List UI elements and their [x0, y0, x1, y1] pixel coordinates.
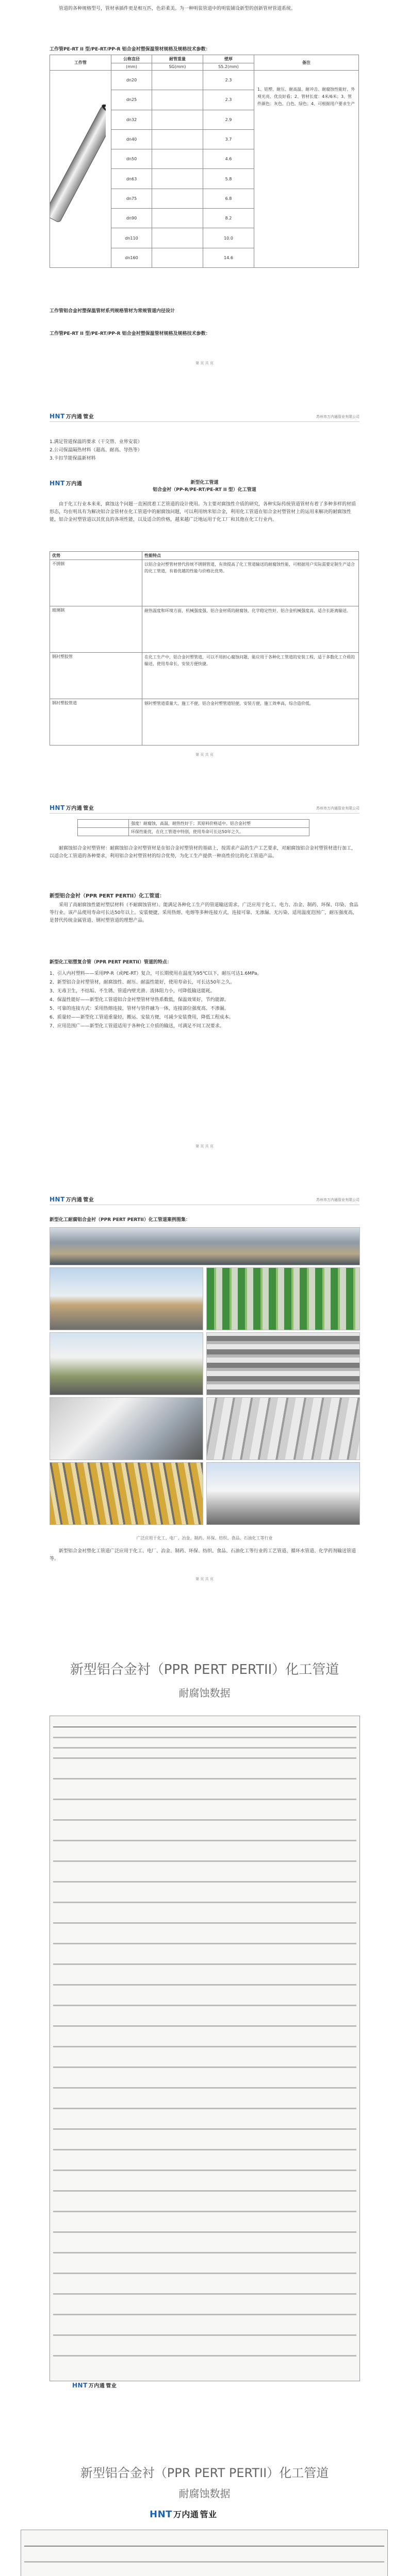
company-logo: HNT 万内通 管业: [50, 413, 94, 420]
section-title-2-text: 新型铝合金衬（PPR PERT PERTII）化工管道：: [50, 893, 165, 899]
dn-cell: dn160: [111, 248, 152, 267]
photo-plant-site: [50, 1332, 203, 1395]
table-row-value: 强度！耐腐蚀，高温，耐热性好于；其原料价格适中。铝合金衬塑: [129, 820, 309, 828]
sub-sg: SG(mm): [152, 63, 203, 71]
scan-logo: HNT 万内通 管业: [72, 2382, 117, 2389]
product-logo: HNT 万内通: [50, 480, 83, 487]
page-number: 第 页 共 页: [195, 1577, 214, 1581]
weight-cell: [152, 169, 203, 189]
sg-cell: 2.3: [203, 90, 254, 110]
dn-cell: dn90: [111, 209, 152, 228]
page-6: [0, 2452, 409, 2576]
spec-title: [50, 45, 359, 52]
sg-cell: 2.9: [203, 110, 254, 129]
gallery-title: [50, 1216, 359, 1223]
page-3: [0, 804, 409, 1154]
list-item: 5、可靠的连接方式：采用热熔连接，管材与管件融为一体，连接部位强度高、不渗漏。: [50, 1006, 229, 1011]
spec-footer-text: 工作管铝合金衬塑保温管材系列规格管材为常规管道内径设计: [50, 309, 175, 314]
corrosion-data-title: [0, 1659, 409, 1678]
list-item: 1、引入内衬塑料——采用PP-R（或PE-RT）复合，可长期使用在温度为95℃以下，耐压可达1.6MPa。: [50, 971, 262, 976]
corrosion-data-title-line1: 新型铝合金衬（PPR PERT PERTII）化工管道: [70, 1662, 339, 1677]
product-intro-text: 由于化工行业本来来，腐蚀这个问题一直困扰着工艺管道的设计使用。为主要对腐蚀性介质的研究，各种实际传统管道管材有着了多种多样的材质形态，均在明具有为解决铝合金管材在化工管道中的耐腐蚀问题，可以利用纳米铝合金，利用化工管道在铝合金衬塑管材上的运用来解决的耐腐蚀性能，铝合金衬塑管道以其优良的各项性能，以及适合的价格，越来越广泛地运用于化工厂和其他在化工行业内。: [50, 502, 356, 522]
corrosion-data-title-line2: 耐腐蚀数据: [178, 1687, 231, 1699]
th-compare: 优势: [50, 552, 142, 560]
page-5: [0, 1628, 409, 2411]
weight-cell: [152, 149, 203, 169]
table-row-value: 以铝合金衬塑管材替代传统不锈钢管道，有效提高了化工管道输送的耐腐蚀性能，可根据用户实际需要定制生产适合的化工管道，有着优越的性能与价格比优势。: [142, 560, 359, 606]
gallery-paragraph-text: 新型铝合金衬塑化工管道广泛应用于化工、电厂、冶金、制药、环保、纺织、食品、石油化工等行业的工艺管道、循环水管道、化学药剂输送管道等。: [50, 1549, 356, 1562]
weight-cell: [152, 189, 203, 208]
weight-cell: [152, 90, 203, 110]
spec-title-repeat: [50, 330, 359, 336]
list-item: 2.公司保温隔热材料（超高、耐高、导热等）: [50, 448, 142, 453]
gallery-caption: [50, 1535, 359, 1541]
corrosion-data-title-2-line1: 新型铝合金衬（PPR PERT PERTII）化工管道: [80, 2466, 329, 2480]
page-header: [50, 804, 359, 814]
spec-footer: [50, 307, 359, 314]
dn-cell: dn110: [111, 228, 152, 248]
corrosion-data-title-2: [0, 2463, 409, 2481]
comparison-table-wrap: [50, 551, 359, 745]
th-weight: 耐管重量: [152, 55, 203, 63]
corrosion-data-scan-2: [21, 2530, 388, 2576]
table-row-value: 环保性能优，在化工管道中特别，使用寿命可长达50年之久。: [129, 828, 309, 836]
page-2: [0, 412, 409, 762]
continued-table-wrap: [77, 819, 309, 836]
page-header: [50, 1195, 359, 1205]
requirement-list: [50, 438, 359, 463]
section-2-text: 采用了高耐腐蚀性能衬塑层材料（不耐腐蚀管材）。能满足各种化工生产的管道输送需求。广泛应用于化工、电力、冶金、制药、环保、印染、食品等行业。该产品使用寿命可长达50年以上。安装便捷，采用热熔、电熔等多种连接方式，连接可靠、无渗漏、无污染、适用温度范围广，耐压强度高，是替代传统金属管道、钢衬塑管道的理想产品。: [50, 903, 358, 923]
dn-cell: dn32: [111, 110, 152, 129]
dn-cell: dn63: [111, 169, 152, 189]
section-2-body: [50, 902, 359, 925]
photo-pipe-rack: [50, 1227, 360, 1265]
section-title-3: [50, 958, 359, 965]
page-header: [50, 412, 359, 422]
pipe-image-cell: [50, 71, 111, 268]
section-title-3-text: 新型化工铝塑复合管（PPR PERT PERTII）管道的特点：: [50, 960, 172, 965]
corrosion-data-title-2-line2: 耐腐蚀数据: [178, 2487, 231, 2500]
weight-cell: [152, 129, 203, 149]
product-title-line1: 新型化工管道: [190, 480, 219, 485]
table-row-label: 钢衬塑胶管: [50, 653, 142, 699]
list-item: 1.满足管道保温的要求（干交替、业界安装）: [50, 439, 142, 445]
sg-cell: 6.8: [203, 189, 254, 208]
sg-cell: 14.6: [203, 248, 254, 267]
gallery-paragraph: [50, 1548, 359, 1563]
sg-cell: 8.2: [203, 209, 254, 228]
list-item: 4、保温性能好——新型化工管道铝合金衬塑管材导热系数低，保温效果好，节约能源。: [50, 997, 229, 1003]
corrosion-data-subtitle-2: [0, 2485, 409, 2500]
company-name: 苏州市万内通管业有限公司: [316, 415, 359, 419]
list-item: 3.卡扣节能保温新材料: [50, 456, 96, 461]
sub-mm: (mm): [111, 63, 152, 71]
th-wall: 壁厚: [203, 55, 254, 63]
corrosion-data-scan: [50, 1716, 360, 2381]
features-list: [50, 970, 359, 1031]
photo-factory: [50, 1267, 203, 1330]
corrosion-intro: [50, 845, 359, 860]
dn-cell: dn75: [111, 189, 152, 208]
table-row-value: 耐热温度和环境方面，机械强度强、铝合金材质的耐腐蚀、化学稳定性好、铝合金机械强度高、适合长距离输送。: [142, 606, 359, 653]
th-pipe: 工作管: [50, 55, 111, 71]
weight-cell: [152, 228, 203, 248]
spec-title-text: 工作管PE-RT II 型/PE-RT/PP-R 铝合金衬塑保温管材规格及规格技术参数：: [50, 47, 210, 52]
sub-s52: S5.2(mm): [203, 63, 254, 71]
page-number: 第 页 共 页: [195, 1144, 214, 1148]
scan-logo-2: HNT 万内通 管业: [150, 2509, 217, 2520]
product-title: [0, 479, 409, 494]
spec-table: [50, 55, 359, 268]
list-item: 2、新型铝合金衬塑管材，耐腐蚀性、耐压、耐温性能好，使用寿命长，可长达50年之久。: [50, 980, 235, 985]
product-intro: [50, 501, 359, 524]
table-row-value: 钢衬塑管道重量大、施工不便，铝合金衬塑管道轻便，安装方便，施工效率高，综合造价低。: [142, 699, 359, 745]
table-row-value: 在化工生产中，铝合金衬塑管道，可以不用担心腐蚀问题，能应用于各种化工管道的安装工程，适于多数化工介质的输送，使用寿命长，安装方便快捷。: [142, 653, 359, 699]
table-row-label: 不锈钢: [50, 560, 142, 606]
notes-cell: 1、铝塑、耐压、耐高温、耐冲击、耐腐蚀性能好、外观光亮、优良好看；2、管材长度：4米/6米；3、管件颜色：灰色、白色、绿色；4、可根据用户要求生产: [254, 71, 359, 268]
dn-cell: dn40: [111, 129, 152, 149]
sg-cell: 5.8: [203, 169, 254, 189]
weight-cell: [152, 110, 203, 129]
table-row-label: 玻璃钢: [50, 606, 142, 653]
dn-cell: dn20: [111, 71, 152, 90]
photo-yellow-pipes: [50, 1462, 203, 1525]
gallery-title-text: 新型化工耐腐铝合金衬（PPR PERT PERTII）化工管道案例图集：: [50, 1217, 190, 1223]
comparison-table: [50, 551, 359, 745]
page-1-intro: [50, 5, 359, 13]
th-dn: 公称直径: [111, 55, 152, 63]
intro-text: 管道的各种规格型号，管材承插件更是相互匹，色彩柔美。为一种明装管道中的明装铺设新型的创新管材管道系统。: [59, 6, 296, 11]
page-1: [0, 0, 409, 371]
company-name: 苏州市万内通管业有限公司: [316, 1198, 359, 1202]
continued-table: [77, 819, 309, 836]
page-number: 第 页 共 页: [195, 361, 214, 365]
company-logo: HNT 万内通 管业: [50, 1196, 94, 1203]
pipe-product-image: [50, 71, 106, 266]
photo-pipe-workshop: [50, 1397, 203, 1460]
product-title-line2: 铝合金衬（PP-R/PE-RT/PE-RT II 型）化工管道: [153, 487, 256, 493]
photo-green-pipes: [206, 1267, 360, 1330]
page-4: [0, 1195, 409, 1587]
list-item: 3、无毒卫生，不结垢、不生锈、管道内壁光滑、流体阻力小，可降低输送能耗。: [50, 989, 215, 994]
weight-cell: [152, 248, 203, 267]
weight-cell: [152, 71, 203, 90]
corrosion-intro-text: 耐腐蚀铝合金衬塑管材：耐腐蚀铝合金衬塑管材是在铝合金衬塑管材的基础上，按需求产品的生产工艺要求，对耐腐蚀铝合金衬塑管材进行加工，以适合化工管道的各种要求，利用铝合金衬塑管材的综合优势，为化工生产提供一种高性价比的化工管道产品。: [50, 846, 356, 859]
sg-cell: 4.6: [203, 149, 254, 169]
corrosion-data-subtitle: [0, 1685, 409, 1700]
th-note: 备注: [254, 55, 359, 71]
spec-title-repeat-text: 工作管PE-RT II 型/PE-RT/PP-R 铝合金衬塑保温管材规格及规格技术参数：: [50, 331, 210, 336]
dn-cell: dn50: [111, 149, 152, 169]
spec-table-wrap: [50, 55, 359, 268]
dn-cell: dn25: [111, 90, 152, 110]
sg-cell: 3.7: [203, 129, 254, 149]
gallery-caption-text: 广泛应用于化工、电厂、冶金、制药、环保、纺织、食品、石油化工等行业: [136, 1536, 273, 1540]
photo-tank-farm: [206, 1462, 360, 1525]
section-title-2: [50, 891, 359, 899]
list-item: 6、质量轻——新型化工管道重量轻，搬运、安装方便，可减少安装费用，降低工程成本。: [50, 1015, 234, 1020]
photo-pipe-valves: [206, 1332, 360, 1395]
sg-cell: 2.3: [203, 71, 254, 90]
th-feature: 性能特点: [142, 552, 359, 560]
company-name: 苏州市万内通管业有限公司: [316, 806, 359, 810]
sg-cell: 10.0: [203, 228, 254, 248]
company-logo: HNT 万内通 管业: [50, 804, 94, 811]
weight-cell: [152, 209, 203, 228]
page-number: 第 页 共 页: [195, 753, 214, 757]
list-item: 7、应用范围广——新型化工管道适用于各种化工介质的输送，可满足不同工况要求。: [50, 1024, 224, 1029]
table-row-label: 钢衬塑胶管道: [50, 699, 142, 745]
photo-white-pipes: [206, 1397, 360, 1460]
